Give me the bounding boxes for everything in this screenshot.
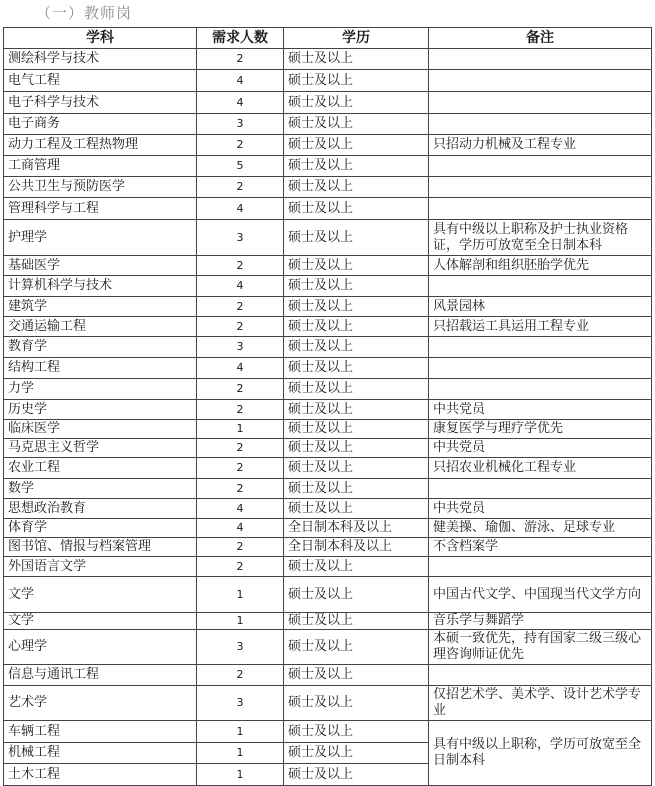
cell-count: 4 bbox=[197, 70, 284, 92]
cell-note bbox=[429, 557, 652, 577]
cell-count: 1 bbox=[197, 613, 284, 630]
table-row bbox=[4, 156, 652, 177]
table-row bbox=[4, 379, 652, 400]
table-row bbox=[4, 114, 652, 135]
cell-degree: 硕士及以上 bbox=[284, 276, 429, 297]
cell-note bbox=[429, 177, 652, 198]
cell-note: 具有中级以上职称及护士执业资格证，学历可放宽至全日制本科 bbox=[429, 220, 652, 256]
cell-count: 2 bbox=[197, 400, 284, 420]
cell-subject: 力学 bbox=[4, 379, 197, 400]
cell-subject: 交通运输工程 bbox=[4, 317, 197, 337]
cell-degree: 硕士及以上 bbox=[284, 721, 429, 743]
cell-degree: 硕士及以上 bbox=[284, 499, 429, 519]
cell-note: 不含档案学 bbox=[429, 538, 652, 557]
cell-degree: 硕士及以上 bbox=[284, 577, 429, 613]
table-row bbox=[4, 317, 652, 337]
table-row bbox=[4, 439, 652, 458]
cell-count: 2 bbox=[197, 458, 284, 479]
cell-count: 1 bbox=[197, 743, 284, 764]
cell-subject: 文学 bbox=[4, 577, 197, 613]
cell-subject: 心理学 bbox=[4, 630, 197, 665]
table-row bbox=[4, 256, 652, 276]
cell-count: 2 bbox=[197, 538, 284, 557]
cell-degree: 硕士及以上 bbox=[284, 479, 429, 499]
cell-count: 4 bbox=[197, 276, 284, 297]
cell-note: 中国古代文学、中国现当代文学方向 bbox=[429, 577, 652, 613]
table-row bbox=[4, 70, 652, 92]
cell-degree: 硕士及以上 bbox=[284, 630, 429, 665]
cell-subject: 艺术学 bbox=[4, 686, 197, 721]
cell-count: 2 bbox=[197, 557, 284, 577]
cell-note: 康复医学与理疗学优先 bbox=[429, 420, 652, 439]
cell-note bbox=[429, 156, 652, 177]
cell-count: 4 bbox=[197, 92, 284, 114]
cell-subject: 历史学 bbox=[4, 400, 197, 420]
table-row bbox=[4, 358, 652, 379]
cell-subject: 数学 bbox=[4, 479, 197, 499]
cell-note bbox=[429, 70, 652, 92]
table-row bbox=[4, 519, 652, 538]
cell-degree: 全日制本科及以上 bbox=[284, 519, 429, 538]
cell-subject: 土木工程 bbox=[4, 764, 197, 786]
cell-subject: 基础医学 bbox=[4, 256, 197, 276]
cell-degree: 硕士及以上 bbox=[284, 337, 429, 358]
cell-count: 1 bbox=[197, 420, 284, 439]
table-row bbox=[4, 420, 652, 439]
cell-count: 2 bbox=[197, 317, 284, 337]
cell-degree: 硕士及以上 bbox=[284, 458, 429, 479]
cell-degree: 硕士及以上 bbox=[284, 613, 429, 630]
cell-note bbox=[429, 49, 652, 70]
cell-note: 风景园林 bbox=[429, 297, 652, 317]
cell-subject: 管理科学与工程 bbox=[4, 198, 197, 220]
cell-count: 3 bbox=[197, 686, 284, 721]
cell-count: 1 bbox=[197, 721, 284, 743]
table-row bbox=[4, 49, 652, 70]
cell-note: 本硕一致优先，持有国家二级三级心理咨询师证优先 bbox=[429, 630, 652, 665]
cell-count: 4 bbox=[197, 499, 284, 519]
cell-count: 2 bbox=[197, 379, 284, 400]
cell-note: 人体解剖和组织胚胎学优先 bbox=[429, 256, 652, 276]
recruitment-table bbox=[3, 27, 652, 786]
table-row bbox=[4, 297, 652, 317]
cell-degree: 硕士及以上 bbox=[284, 49, 429, 70]
table-row bbox=[4, 400, 652, 420]
cell-subject: 信息与通讯工程 bbox=[4, 665, 197, 686]
cell-degree: 硕士及以上 bbox=[284, 114, 429, 135]
table-row bbox=[4, 557, 652, 577]
cell-degree: 硕士及以上 bbox=[284, 686, 429, 721]
table-row bbox=[4, 479, 652, 499]
cell-note: 中共党员 bbox=[429, 499, 652, 519]
header-subject: 学科 bbox=[4, 28, 197, 49]
cell-degree: 全日制本科及以上 bbox=[284, 538, 429, 557]
cell-count: 2 bbox=[197, 297, 284, 317]
cell-degree: 硕士及以上 bbox=[284, 92, 429, 114]
cell-count: 4 bbox=[197, 519, 284, 538]
cell-subject: 马克思主义哲学 bbox=[4, 439, 197, 458]
cell-count: 3 bbox=[197, 220, 284, 256]
table-row bbox=[4, 92, 652, 114]
cell-count: 2 bbox=[197, 479, 284, 499]
cell-note bbox=[429, 276, 652, 297]
cell-subject: 电气工程 bbox=[4, 70, 197, 92]
cell-count: 4 bbox=[197, 198, 284, 220]
cell-count: 2 bbox=[197, 177, 284, 198]
cell-degree: 硕士及以上 bbox=[284, 358, 429, 379]
cell-note bbox=[429, 337, 652, 358]
cell-degree: 硕士及以上 bbox=[284, 557, 429, 577]
cell-note: 音乐学与舞蹈学 bbox=[429, 613, 652, 630]
cell-degree: 硕士及以上 bbox=[284, 439, 429, 458]
table-row bbox=[4, 538, 652, 557]
cell-note: 中共党员 bbox=[429, 400, 652, 420]
cell-note: 中共党员 bbox=[429, 439, 652, 458]
table-row bbox=[4, 276, 652, 297]
cell-subject: 思想政治教育 bbox=[4, 499, 197, 519]
cell-degree: 硕士及以上 bbox=[284, 379, 429, 400]
header-count: 需求人数 bbox=[197, 28, 284, 49]
cell-degree: 硕士及以上 bbox=[284, 135, 429, 156]
cell-subject: 建筑学 bbox=[4, 297, 197, 317]
table-row bbox=[4, 499, 652, 519]
cell-count: 2 bbox=[197, 49, 284, 70]
cell-note: 具有中级以上职称，学历可放宽至全日制本科 bbox=[429, 721, 652, 786]
cell-subject: 外国语言文学 bbox=[4, 557, 197, 577]
cell-count: 1 bbox=[197, 764, 284, 786]
table-row bbox=[4, 220, 652, 256]
cell-subject: 农业工程 bbox=[4, 458, 197, 479]
table-row bbox=[4, 135, 652, 156]
cell-degree: 硕士及以上 bbox=[284, 156, 429, 177]
cell-subject: 图书馆、情报与档案管理 bbox=[4, 538, 197, 557]
table-row bbox=[4, 613, 652, 630]
cell-note bbox=[429, 665, 652, 686]
cell-subject: 教育学 bbox=[4, 337, 197, 358]
cell-degree: 硕士及以上 bbox=[284, 198, 429, 220]
cell-note bbox=[429, 114, 652, 135]
table-row bbox=[4, 686, 652, 721]
table-row bbox=[4, 721, 652, 743]
cell-degree: 硕士及以上 bbox=[284, 420, 429, 439]
table-row bbox=[4, 177, 652, 198]
cell-degree: 硕士及以上 bbox=[284, 70, 429, 92]
header-degree: 学历 bbox=[284, 28, 429, 49]
cell-subject: 护理学 bbox=[4, 220, 197, 256]
cell-note bbox=[429, 358, 652, 379]
table-row bbox=[4, 337, 652, 358]
cell-subject: 文学 bbox=[4, 613, 197, 630]
table-row bbox=[4, 665, 652, 686]
cell-degree: 硕士及以上 bbox=[284, 400, 429, 420]
cell-subject: 机械工程 bbox=[4, 743, 197, 764]
cell-note: 仅招艺术学、美术学、设计艺术学专业 bbox=[429, 686, 652, 721]
cell-subject: 计算机科学与技术 bbox=[4, 276, 197, 297]
cell-note bbox=[429, 198, 652, 220]
cell-count: 5 bbox=[197, 156, 284, 177]
cell-subject: 临床医学 bbox=[4, 420, 197, 439]
cell-note: 只招载运工具运用工程专业 bbox=[429, 317, 652, 337]
cell-count: 2 bbox=[197, 256, 284, 276]
cell-count: 3 bbox=[197, 630, 284, 665]
cell-count: 1 bbox=[197, 577, 284, 613]
table-row bbox=[4, 458, 652, 479]
cell-note bbox=[429, 379, 652, 400]
table-header-row bbox=[4, 28, 652, 49]
cell-note: 只招农业机械化工程专业 bbox=[429, 458, 652, 479]
cell-note bbox=[429, 479, 652, 499]
cell-note: 只招动力机械及工程专业 bbox=[429, 135, 652, 156]
cell-degree: 硕士及以上 bbox=[284, 764, 429, 786]
cell-degree: 硕士及以上 bbox=[284, 317, 429, 337]
cell-note bbox=[429, 92, 652, 114]
cell-subject: 测绘科学与技术 bbox=[4, 49, 197, 70]
cell-count: 2 bbox=[197, 439, 284, 458]
cell-subject: 电子商务 bbox=[4, 114, 197, 135]
table-row bbox=[4, 198, 652, 220]
cell-subject: 体育学 bbox=[4, 519, 197, 538]
cell-subject: 公共卫生与预防医学 bbox=[4, 177, 197, 198]
cell-count: 3 bbox=[197, 337, 284, 358]
table-row bbox=[4, 577, 652, 613]
cell-degree: 硕士及以上 bbox=[284, 743, 429, 764]
cell-subject: 结构工程 bbox=[4, 358, 197, 379]
cell-degree: 硕士及以上 bbox=[284, 177, 429, 198]
cell-subject: 车辆工程 bbox=[4, 721, 197, 743]
cell-degree: 硕士及以上 bbox=[284, 665, 429, 686]
cell-subject: 电子科学与技术 bbox=[4, 92, 197, 114]
cell-count: 4 bbox=[197, 358, 284, 379]
cell-note: 健美操、瑜伽、游泳、足球专业 bbox=[429, 519, 652, 538]
table-row bbox=[4, 630, 652, 665]
section-title: （一）教师岗 bbox=[36, 4, 133, 22]
cell-degree: 硕士及以上 bbox=[284, 297, 429, 317]
cell-subject: 工商管理 bbox=[4, 156, 197, 177]
cell-degree: 硕士及以上 bbox=[284, 256, 429, 276]
cell-count: 3 bbox=[197, 114, 284, 135]
cell-count: 2 bbox=[197, 665, 284, 686]
header-note: 备注 bbox=[429, 28, 652, 49]
cell-subject: 动力工程及工程热物理 bbox=[4, 135, 197, 156]
cell-degree: 硕士及以上 bbox=[284, 220, 429, 256]
cell-count: 2 bbox=[197, 135, 284, 156]
